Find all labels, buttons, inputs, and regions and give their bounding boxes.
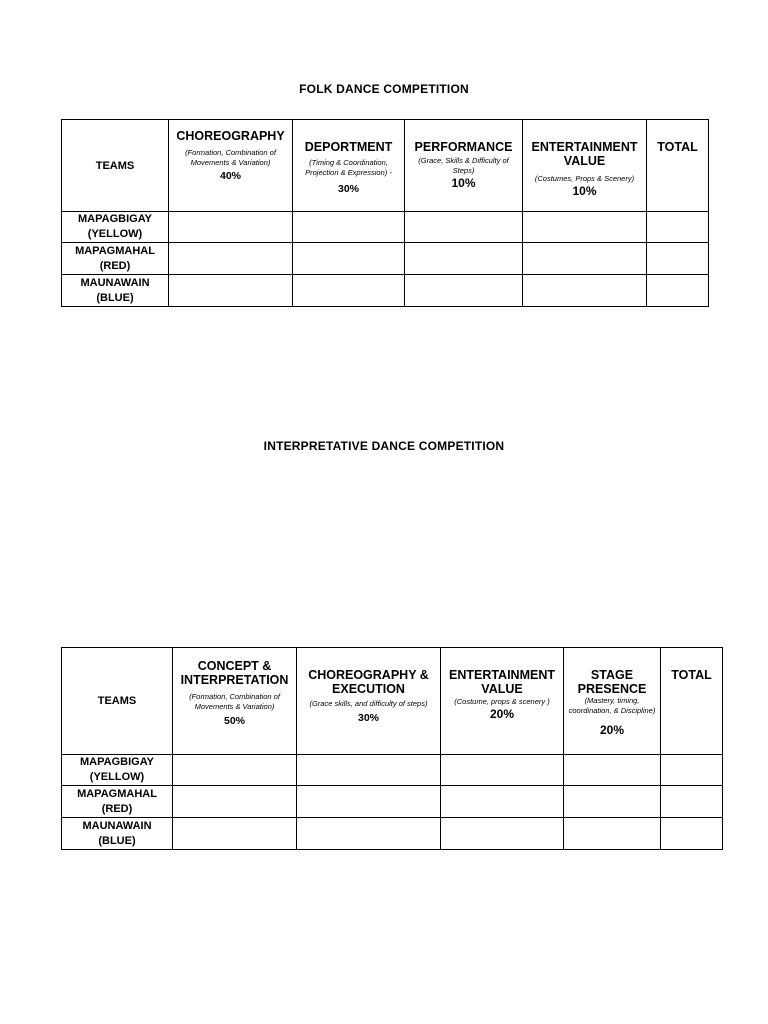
folk-criterion-performance xyxy=(405,120,523,212)
score-cell[interactable] xyxy=(523,212,647,243)
total-cell[interactable] xyxy=(661,818,723,850)
interpretative-criterion-stage-presence xyxy=(564,648,661,755)
score-cell[interactable] xyxy=(293,212,405,243)
table-row xyxy=(62,212,709,243)
total-cell[interactable] xyxy=(661,755,723,786)
criterion-desc: (Costumes, Props & Scenery) xyxy=(534,174,635,183)
folk-team-red xyxy=(62,243,169,275)
criterion-label: PERFORMANCE xyxy=(414,140,513,154)
team-name: MAPAGMAHAL xyxy=(77,787,157,800)
criterion-desc: (Grace skills, and difficulty of steps) xyxy=(309,699,428,708)
interpretative-criterion-concept xyxy=(173,648,297,755)
score-cell[interactable] xyxy=(293,275,405,307)
table-row xyxy=(62,243,709,275)
criterion-label: CONCEPT & INTERPRETATION xyxy=(180,659,289,687)
team-name: MAPAGMAHAL xyxy=(75,244,155,257)
score-cell[interactable] xyxy=(523,243,647,275)
score-cell[interactable] xyxy=(564,755,661,786)
score-cell[interactable] xyxy=(293,243,405,275)
interpretative-criterion-entertainment xyxy=(441,648,564,755)
team-color: (RED) xyxy=(99,259,131,272)
folk-header-row xyxy=(62,120,709,212)
score-cell[interactable] xyxy=(297,786,441,818)
score-cell[interactable] xyxy=(564,818,661,850)
criterion-pct: 20% xyxy=(489,706,515,721)
table-row xyxy=(62,786,723,818)
folk-criterion-choreography xyxy=(169,120,293,212)
criterion-desc: (Formation, Combination of Movements & Variation) xyxy=(189,692,280,711)
criterion-label: CHOREOGRAPHY xyxy=(176,129,285,143)
interpretative-header-row xyxy=(62,648,723,755)
interpretative-title: INTERPRETATIVE DANCE COMPETITION xyxy=(263,439,505,453)
score-cell[interactable] xyxy=(405,243,523,275)
score-cell[interactable] xyxy=(297,818,441,850)
score-cell[interactable] xyxy=(173,786,297,818)
score-cell[interactable] xyxy=(441,786,564,818)
interpretative-team-red xyxy=(62,786,173,818)
interpretative-criterion-choreography xyxy=(297,648,441,755)
score-cell[interactable] xyxy=(169,243,293,275)
team-color: (BLUE) xyxy=(98,834,136,847)
team-color: (YELLOW) xyxy=(89,771,145,783)
criterion-pct: 10% xyxy=(451,176,476,190)
folk-criterion-entertainment xyxy=(523,120,647,212)
interpretative-team-yellow xyxy=(62,755,173,786)
team-name: MAUNAWAIN xyxy=(82,819,152,832)
folk-criterion-deportment xyxy=(293,120,405,212)
total-cell[interactable] xyxy=(647,212,709,243)
total-cell[interactable] xyxy=(647,243,709,275)
team-name: MAPAGBIGAY xyxy=(80,756,154,768)
score-cell[interactable] xyxy=(405,212,523,243)
criterion-label: DEPORTMENT xyxy=(304,140,393,154)
score-cell[interactable] xyxy=(564,786,661,818)
score-cell[interactable] xyxy=(441,818,564,850)
criterion-label: STAGE PRESENCE xyxy=(577,668,647,696)
interpretative-team-blue xyxy=(62,818,173,850)
total-cell[interactable] xyxy=(647,275,709,307)
score-cell[interactable] xyxy=(169,275,293,307)
folk-team-yellow xyxy=(62,212,169,243)
folk-teams-header: TEAMS xyxy=(62,120,169,212)
folk-team-blue xyxy=(62,275,169,307)
total-cell[interactable] xyxy=(661,786,723,818)
table-row xyxy=(62,755,723,786)
criterion-desc: (Grace, Skills & Difficulty of Steps) xyxy=(418,156,509,175)
criterion-pct: 50% xyxy=(223,715,245,727)
score-cell[interactable] xyxy=(297,755,441,786)
criterion-desc: (Mastery, timing, coordination, & Discipline) xyxy=(568,696,656,715)
team-color: (BLUE) xyxy=(96,291,134,304)
criterion-desc: (Costume, props & scenery ) xyxy=(454,697,550,706)
criterion-pct: 40% xyxy=(219,170,241,182)
folk-score-table xyxy=(61,119,709,307)
total-label: TOTAL xyxy=(671,668,712,682)
score-cell[interactable] xyxy=(523,275,647,307)
team-name: MAPAGBIGAY xyxy=(78,213,152,225)
criterion-pct: 30% xyxy=(337,183,359,195)
score-cell[interactable] xyxy=(173,818,297,850)
criterion-desc: (Timing & Coordination, Projection & Expression) - xyxy=(305,158,392,177)
folk-total-header xyxy=(647,120,709,212)
table-row xyxy=(62,275,709,307)
score-cell[interactable] xyxy=(173,755,297,786)
score-cell[interactable] xyxy=(405,275,523,307)
interpretative-score-table xyxy=(61,647,723,850)
team-name: MAUNAWAIN xyxy=(80,276,150,289)
criterion-label: ENTERTAINMENT VALUE xyxy=(531,140,638,168)
criterion-label: CHOREOGRAPHY & EXECUTION xyxy=(308,668,429,696)
interpretative-total-header xyxy=(661,648,723,755)
interpretative-teams-header: TEAMS xyxy=(62,648,173,755)
criterion-pct: 30% xyxy=(357,711,379,724)
folk-title: FOLK DANCE COMPETITION xyxy=(299,82,469,96)
team-color: (YELLOW) xyxy=(87,228,143,240)
score-cell[interactable] xyxy=(169,212,293,243)
criterion-pct: 10% xyxy=(572,183,597,198)
criterion-desc: (Formation, Combination of Movements & Variation) xyxy=(185,148,276,167)
table-row xyxy=(62,818,723,850)
criterion-pct: 20% xyxy=(599,723,625,737)
total-label: TOTAL xyxy=(657,140,698,154)
score-cell[interactable] xyxy=(441,755,564,786)
team-color: (RED) xyxy=(101,802,133,815)
criterion-label: ENTERTAINMENT VALUE xyxy=(448,668,555,696)
